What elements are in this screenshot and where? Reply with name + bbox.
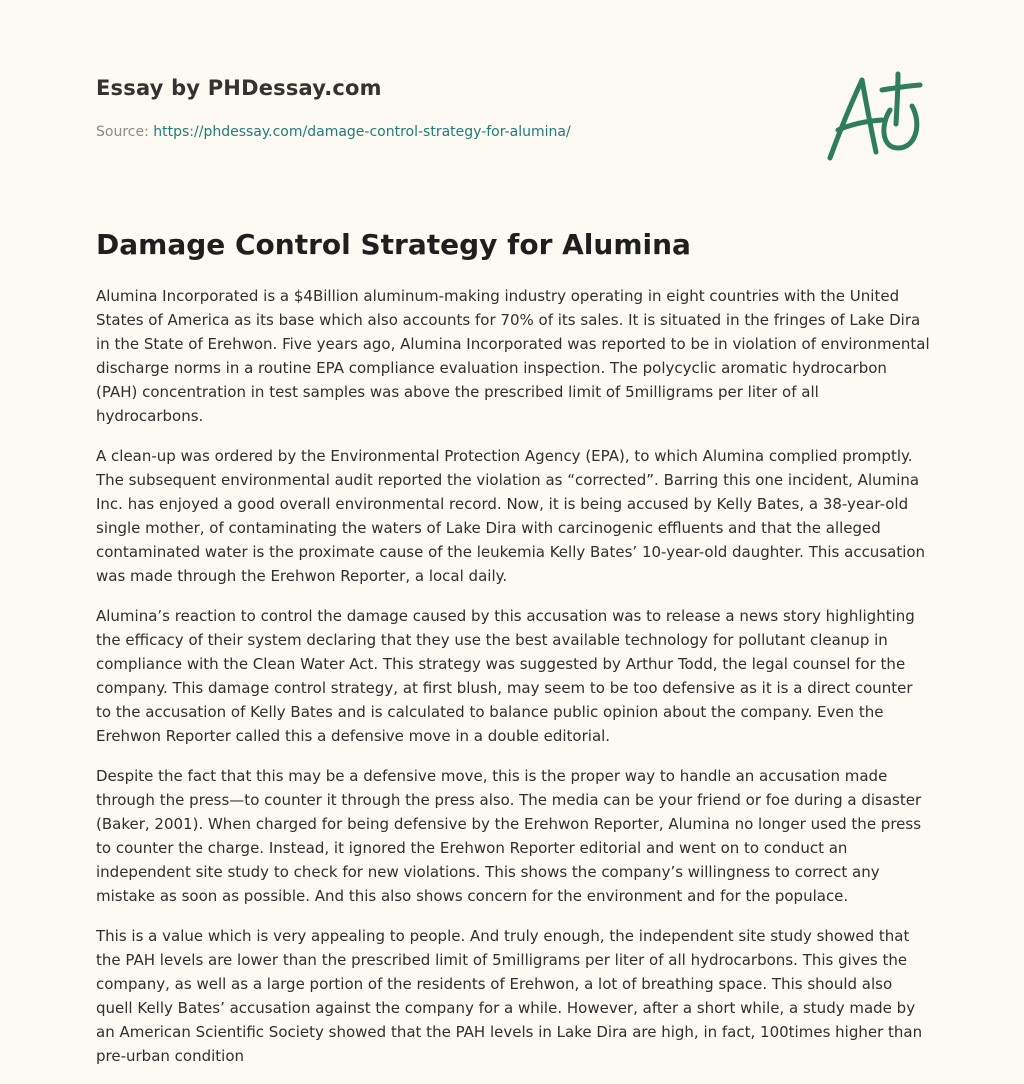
paragraph-3: Alumina’s reaction to control the damage caused by this accusation was to release a news story highlighting the efficacy of their system declaring that they use the best available technology for pollutant cleanup in compliance with the Clean Water Act. This strategy was suggested by Arthur Todd, the legal counsel for the company. This damage control strategy, at first blush, may seem to be too defensive as it is a direct counter to the accusation of Kelly Bates and is calculated to balance public opinion about the company. Even the Erehwon Reporter called this a defensive move in a double editorial. [96,607,915,745]
paragraph-4: Despite the fact that this may be a defensive move, this is the proper way to handle an accusation made through the press—to counter it through the press also. The media can be your friend or foe during a disaster (Baker, 2001). When charged for being defensive by the Erehwon Reporter, Alumina no longer used the press to counter the charge. Instead, it ignored the Erehwon Reporter editorial and went on to conduct an independent site study to check for new violations. This shows the company’s willingness to correct any mistake as soon as possible. And this also shows concern for the environment and for the populace. [96,767,922,905]
paragraph-5: This is a value which is very appealing to people. And truly enough, the independent site study showed that the PAH levels are lower than the prescribed limit of 5milligrams per liter of all hydrocarbons. This gives the company, as well as a large portion of the residents of Erehwon, a lot of breathing space. This should also quell Kelly Bates’ accusation against the company for a while. However, after a short while, a study made by an American Scientific Society showed that the PAH levels in Lake Dira are high, in fact, 100times higher than pre-urban condition [96,927,923,1065]
page-title: Damage Control Strategy for Alumina [96,228,691,261]
site-brand: Essay by PHDessay.com [96,76,382,100]
article-body [96,284,930,1084]
source-label: Source: [96,124,154,140]
source-line [96,124,571,140]
a-plus-grade-icon [824,66,928,166]
paragraph-1: Alumina Incorporated is a $4Billion aluminum-making industry operating in eight countries with the United States of America as its base which also accounts for 70% of its sales. It is situated in the fringes of Lake Dira in the State of Erehwon. Five years ago, Alumina Incorporated was reported to be in violation of environmental discharge norms in a routine EPA compliance evaluation inspection. The polycyclic aromatic hydrocarbon (PAH) concentration in test samples was above the prescribed limit of 5milligrams per liter of all hydrocarbons. [96,287,930,425]
source-link[interactable]: https://phdessay.com/damage-control-strategy-for-alumina/ [153,124,571,140]
paragraph-2: A clean-up was ordered by the Environmental Protection Agency (EPA), to which Alumina complied promptly. The subsequent environmental audit reported the violation as “corrected”. Barring this one incident, Alumina Inc. has enjoyed a good overall environmental record. Now, it is being accused by Kelly Bates, a 38-year-old single mother, of contaminating the waters of Lake Dira with carcinogenic effluents and that the alleged contaminated water is the proximate cause of the leukemia Kelly Bates’ 10-year-old daughter. This accusation was made through the Erehwon Reporter, a local daily. [96,447,926,585]
